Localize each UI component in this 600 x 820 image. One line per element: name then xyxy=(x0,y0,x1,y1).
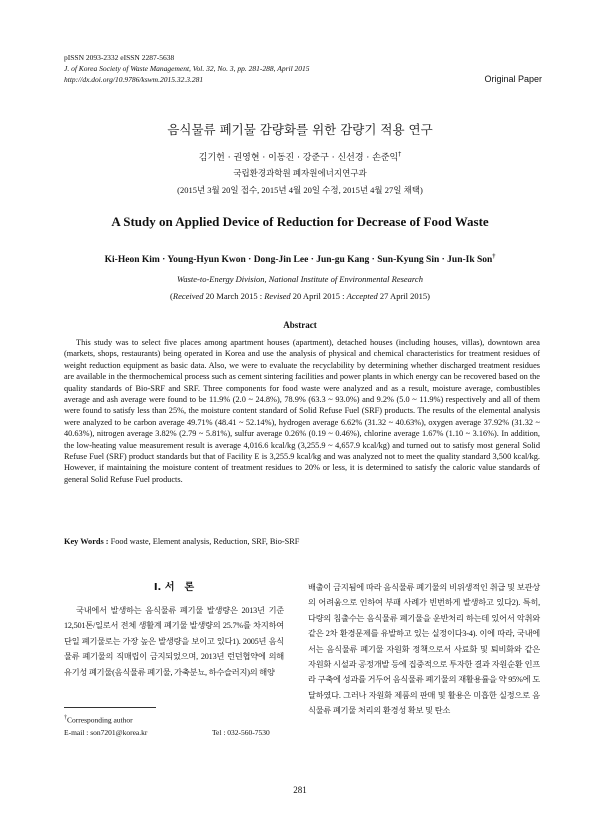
abstract-heading: Abstract xyxy=(283,320,317,330)
corresponding-mark-en: † xyxy=(492,254,496,260)
keywords-label: Key Words : xyxy=(64,537,109,546)
accepted-label: Accepted xyxy=(346,291,378,301)
abstract-text: This study was to select five places among apartment houses (apartment), detached houses (including houses, villas), downtown area (markets, shops, restaurants) being operated in Korea and use the analysis of physical and chemical characteristics for treatment residues of weight reduction equipment as basic data. Also, we were to evaluate the recyclability by determining whether discharged treatment residues are available in the thermochemical process such as cement sintering facilities and power plants in which energy can be recovered based on the quality standards of Bio-SRF and SRF. Three components for food waste were analyzed and as a result, moisture average, combustibles average and ash average were found to be 11.9% (2.0 ~ 24.8%), 78.9% (63.3 ~ 93.0%) and 9.2% (5.0 ~ 11.9%) respectively and all of them were found to satisfy less than 25%, the moisture content standard of Solid Refuse Fuel (SRF) products. The results of the elemental analysis were analyzed to be carbon average 49.71% (48.41 ~ 52.14%), hydrogen average 6.62% (31.32 ~ 40.63%), oxygen average 37.92% (31.32 ~ 40.63%), nitrogen average 3.82% (2.79 ~ 5.81%), sulfur average 0.26% (0.19 ~ 0.46%), chlorine average 1.67% (1.10 ~ 3.16%). In addition, the low-heating value measurement result is average 4,016.6 kcal/kg (3,255.9 ~ 4,657.9 kcal/kg) and turned out to satisfy most general Solid Refuse Fuel (SRF) product standards but that of Facility E is 3,255.9 kcal/kg and was analyzed not to meet the quality standard 3,500 kcal/kg. However, if maintaining the moisture content of treatment residues to 20% or less, it is determined to satisfy the caloric value standards of general Solid Refuse Fuel products. xyxy=(64,338,540,484)
korean-affiliation: 국립환경과학원 폐자원에너지연구과 xyxy=(233,168,367,178)
journal-citation: J. of Korea Society of Waste Management, Vol. 32, No. 3, pp. 281-288, April 2015 xyxy=(64,64,310,73)
english-affiliation: Waste-to-Energy Division, National Institute of Environmental Research xyxy=(177,274,423,284)
received-date: 20 March 2015 : xyxy=(205,291,265,301)
english-dates xyxy=(0,291,600,301)
korean-authors xyxy=(0,150,600,163)
footnote-mark: † xyxy=(64,715,67,721)
footnote-corresponding xyxy=(64,715,133,725)
page-number: 281 xyxy=(293,785,307,795)
dates-open: ( xyxy=(170,291,173,301)
korean-title: 음식물류 폐기물 감량화를 위한 감량기 적용 연구 xyxy=(167,122,433,137)
korean-dates: (2015년 3월 20일 접수, 2015년 4월 20일 수정, 2015년 4월 27일 채택) xyxy=(177,185,423,195)
english-author-names: Ki-Heon Kim · Young-Hyun Kwon · Dong-Jin Lee · Jun-gu Kang · Sun-Kyung Sin · Jun-Ik Son xyxy=(104,255,493,266)
received-label: Received xyxy=(172,291,204,301)
revised-label: Revised xyxy=(264,291,291,301)
doi-link[interactable]: http://dx.doi.org/10.9786/kswm.2015.32.3.281 xyxy=(64,75,204,84)
accepted-date: 27 April 2015) xyxy=(379,291,430,301)
revised-date: 20 April 2015 : xyxy=(292,291,347,301)
body-left-column: 국내에서 발생하는 음식물류 폐기물 발생량은 2013년 기준 12,501톤/일로서 전체 생활계 폐기물 발생량의 25.7%를 차지하여 단일 폐기물로는 가장 높은 발생량을 보이고 있다1). 2005년 음식물류 폐기물의 직매립이 금지되었으며, 2013년 런던협약에 의해 유기성 폐기물(음식물류 폐기물, 가축분뇨, 하수슬러지)의 해양 xyxy=(64,606,284,677)
body-right-column: 배출이 금지됨에 따라 음식물류 폐기물의 비위생적인 취급 및 보관상의 어려움으로 인하여 부패 사례가 빈번하게 발생하고 있다2). 특히, 다량의 침출수는 음식물류 폐기물을 운반처리 하는데 있어서 악취와 같은 2차 환경문제를 유발하고 있는 실정이다3-4). 이에 따라, 국내에서는 음식물류 폐기물 자원화 정책으로서 사료화 및 퇴비화와 같은 자원화 시설과 공정개발 등에 집중적으로 투자한 결과 자원순환 인프라 구축에 성과를 거두어 음식물류 폐기물의 재활용률을 약 95%에 도달하였다. 그러나 자원화 제품의 판매 및 활용은 미흡한 실정으로 음식물류 폐기물 처리의 환경성 확보 및 탄소 xyxy=(308,583,540,716)
issn-line: pISSN 2093-2332 eISSN 2287-5638 xyxy=(64,53,175,62)
footnote-label: Corresponding author xyxy=(67,715,133,725)
english-title: A Study on Applied Device of Reduction for Decrease of Food Waste xyxy=(111,214,489,229)
section-heading: I. 서 론 xyxy=(153,582,195,593)
footnote-rule xyxy=(64,707,156,708)
korean-author-names: 김기헌 · 권영현 · 이동진 · 강준구 · 신선경 · 손준익 xyxy=(198,153,399,163)
paper-type-label: Original Paper xyxy=(484,74,542,84)
keywords xyxy=(64,537,540,546)
footnote-tel: Tel : 032-560-7530 xyxy=(212,728,270,737)
corresponding-mark: † xyxy=(398,151,402,158)
footnote-email[interactable]: E-mail : son7201@korea.kr xyxy=(64,728,148,737)
journal-header xyxy=(64,52,544,85)
english-authors xyxy=(0,254,600,265)
keywords-list: Food waste, Element analysis, Reduction, SRF, Bio-SRF xyxy=(108,537,300,546)
